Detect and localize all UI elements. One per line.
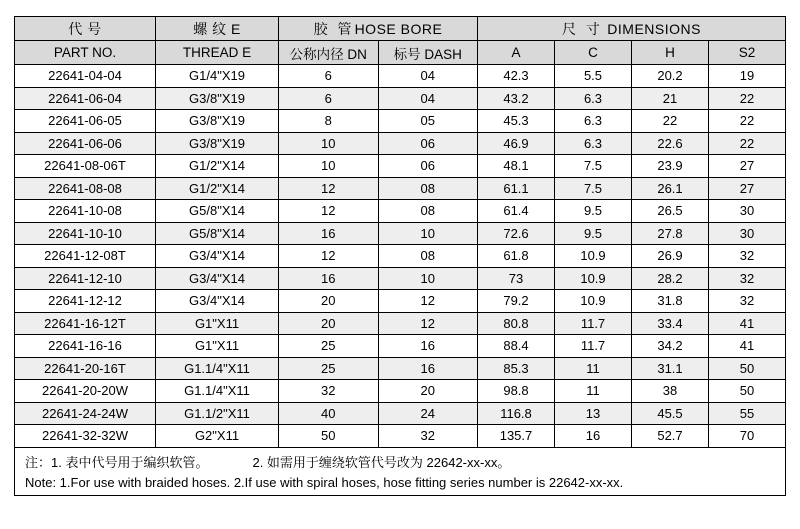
cell-dash: 10 (378, 267, 478, 290)
cell-a: 48.1 (478, 155, 555, 178)
cell-thread: G3/8"X19 (156, 110, 279, 133)
table-row (15, 132, 786, 155)
cell-c: 11.7 (555, 335, 632, 358)
cell-c: 9.5 (555, 200, 632, 223)
header-part-no-cn: 代 号 (15, 17, 156, 41)
cell-part-no: 22641-16-12T (15, 312, 156, 335)
cell-s2: 50 (709, 380, 786, 403)
header-dn: 公称内径 DN (279, 41, 379, 65)
cell-a: 79.2 (478, 290, 555, 313)
cell-a: 61.8 (478, 245, 555, 268)
cell-dash: 08 (378, 245, 478, 268)
cell-h: 38 (632, 380, 709, 403)
cell-part-no: 22641-12-12 (15, 290, 156, 313)
header-dimensions-en: DIMENSIONS (607, 20, 701, 37)
table-row (15, 222, 786, 245)
header-dimensions (478, 17, 786, 41)
table-row (15, 65, 786, 88)
cell-dash: 20 (378, 380, 478, 403)
cell-a: 61.1 (478, 177, 555, 200)
cell-dash: 06 (378, 155, 478, 178)
cell-a: 85.3 (478, 357, 555, 380)
cell-c: 10.9 (555, 267, 632, 290)
cell-part-no: 22641-12-10 (15, 267, 156, 290)
cell-h: 21 (632, 87, 709, 110)
cell-s2: 27 (709, 155, 786, 178)
cell-a: 43.2 (478, 87, 555, 110)
header-hose-bore-en: HOSE BORE (354, 20, 443, 37)
cell-c: 16 (555, 425, 632, 448)
header-hose-bore-cn: 胶 管 (313, 20, 355, 37)
table-body (15, 65, 786, 448)
cell-thread: G5/8"X14 (156, 200, 279, 223)
header-row-chinese (15, 17, 786, 41)
cell-dn: 32 (279, 380, 379, 403)
cell-dn: 12 (279, 200, 379, 223)
cell-dn: 12 (279, 245, 379, 268)
header-dimensions-cn: 尺 寸 (562, 20, 603, 37)
cell-thread: G1/2"X14 (156, 177, 279, 200)
table-row (15, 380, 786, 403)
cell-s2: 32 (709, 245, 786, 268)
cell-c: 6.3 (555, 87, 632, 110)
cell-s2: 19 (709, 65, 786, 88)
cell-h: 33.4 (632, 312, 709, 335)
cell-part-no: 22641-10-10 (15, 222, 156, 245)
note-line-chinese (15, 448, 785, 474)
cell-c: 6.3 (555, 110, 632, 133)
cell-c: 11.7 (555, 312, 632, 335)
cell-c: 11 (555, 357, 632, 380)
table-row (15, 425, 786, 448)
note-chinese-part1: 注：1. 表中代号用于编织软管。 (25, 454, 209, 470)
cell-dn: 20 (279, 312, 379, 335)
cell-part-no: 22641-20-20W (15, 380, 156, 403)
cell-dash: 04 (378, 87, 478, 110)
cell-a: 72.6 (478, 222, 555, 245)
cell-part-no: 22641-04-04 (15, 65, 156, 88)
cell-dn: 6 (279, 65, 379, 88)
cell-a: 88.4 (478, 335, 555, 358)
cell-h: 34.2 (632, 335, 709, 358)
cell-h: 28.2 (632, 267, 709, 290)
cell-thread: G1.1/2"X11 (156, 402, 279, 425)
cell-c: 7.5 (555, 155, 632, 178)
table-row (15, 312, 786, 335)
cell-h: 45.5 (632, 402, 709, 425)
cell-h: 31.1 (632, 357, 709, 380)
cell-s2: 55 (709, 402, 786, 425)
table-row (15, 290, 786, 313)
cell-dn: 12 (279, 177, 379, 200)
table-row (15, 200, 786, 223)
cell-a: 116.8 (478, 402, 555, 425)
table-row (15, 335, 786, 358)
header-c: C (555, 41, 632, 65)
header-dash: 标号 DASH (378, 41, 478, 65)
header-s2: S2 (709, 41, 786, 65)
cell-part-no: 22641-20-16T (15, 357, 156, 380)
cell-a: 98.8 (478, 380, 555, 403)
cell-part-no: 22641-32-32W (15, 425, 156, 448)
specification-table (14, 16, 786, 448)
cell-c: 6.3 (555, 132, 632, 155)
cell-s2: 22 (709, 87, 786, 110)
cell-a: 80.8 (478, 312, 555, 335)
table-header (15, 17, 786, 65)
cell-thread: G5/8"X14 (156, 222, 279, 245)
cell-dash: 04 (378, 65, 478, 88)
cell-part-no: 22641-06-04 (15, 87, 156, 110)
cell-h: 26.5 (632, 200, 709, 223)
cell-thread: G1.1/4"X11 (156, 357, 279, 380)
cell-a: 61.4 (478, 200, 555, 223)
header-row-english (15, 41, 786, 65)
cell-h: 23.9 (632, 155, 709, 178)
table-row (15, 87, 786, 110)
cell-s2: 30 (709, 200, 786, 223)
cell-s2: 70 (709, 425, 786, 448)
cell-h: 26.9 (632, 245, 709, 268)
cell-dn: 25 (279, 335, 379, 358)
cell-a: 45.3 (478, 110, 555, 133)
cell-dn: 25 (279, 357, 379, 380)
cell-thread: G1"X11 (156, 335, 279, 358)
cell-h: 26.1 (632, 177, 709, 200)
cell-s2: 22 (709, 110, 786, 133)
cell-a: 73 (478, 267, 555, 290)
cell-h: 22 (632, 110, 709, 133)
table-row (15, 402, 786, 425)
cell-s2: 30 (709, 222, 786, 245)
header-hose-bore (279, 17, 478, 41)
cell-c: 13 (555, 402, 632, 425)
cell-part-no: 22641-10-08 (15, 200, 156, 223)
notes-block (14, 448, 786, 496)
cell-h: 22.6 (632, 132, 709, 155)
cell-dn: 10 (279, 132, 379, 155)
cell-part-no: 22641-06-05 (15, 110, 156, 133)
cell-c: 7.5 (555, 177, 632, 200)
cell-thread: G3/4"X14 (156, 267, 279, 290)
cell-dn: 40 (279, 402, 379, 425)
cell-c: 9.5 (555, 222, 632, 245)
cell-thread: G1/4"X19 (156, 65, 279, 88)
table-row (15, 177, 786, 200)
cell-dash: 10 (378, 222, 478, 245)
cell-dn: 8 (279, 110, 379, 133)
cell-s2: 27 (709, 177, 786, 200)
cell-dash: 24 (378, 402, 478, 425)
cell-thread: G3/8"X19 (156, 132, 279, 155)
note-chinese-part2: 2. 如需用于缠绕软管代号改为 22642-xx-xx。 (252, 454, 511, 470)
cell-s2: 41 (709, 335, 786, 358)
cell-c: 11 (555, 380, 632, 403)
cell-dash: 16 (378, 357, 478, 380)
table-row (15, 110, 786, 133)
cell-dn: 20 (279, 290, 379, 313)
cell-dash: 12 (378, 312, 478, 335)
cell-s2: 50 (709, 357, 786, 380)
table-row (15, 245, 786, 268)
cell-dash: 06 (378, 132, 478, 155)
cell-dash: 12 (378, 290, 478, 313)
cell-thread: G1.1/4"X11 (156, 380, 279, 403)
cell-dn: 16 (279, 267, 379, 290)
cell-a: 46.9 (478, 132, 555, 155)
cell-thread: G1"X11 (156, 312, 279, 335)
cell-part-no: 22641-06-06 (15, 132, 156, 155)
cell-a: 135.7 (478, 425, 555, 448)
cell-a: 42.3 (478, 65, 555, 88)
header-h: H (632, 41, 709, 65)
table-row (15, 267, 786, 290)
cell-part-no: 22641-12-08T (15, 245, 156, 268)
cell-dn: 16 (279, 222, 379, 245)
cell-thread: G3/4"X14 (156, 245, 279, 268)
cell-dash: 16 (378, 335, 478, 358)
cell-s2: 22 (709, 132, 786, 155)
cell-part-no: 22641-16-16 (15, 335, 156, 358)
cell-h: 27.8 (632, 222, 709, 245)
table-row (15, 357, 786, 380)
cell-dn: 6 (279, 87, 379, 110)
cell-h: 52.7 (632, 425, 709, 448)
cell-dn: 10 (279, 155, 379, 178)
note-line-english: Note: 1.For use with braided hoses. 2.If use with spiral hoses, hose fitting series number is 22642-xx-xx. (25, 474, 624, 490)
cell-dash: 08 (378, 177, 478, 200)
cell-dash: 08 (378, 200, 478, 223)
cell-dash: 32 (378, 425, 478, 448)
cell-c: 10.9 (555, 290, 632, 313)
header-thread-cn: 螺 纹 E (156, 17, 279, 41)
cell-thread: G2"X11 (156, 425, 279, 448)
cell-c: 10.9 (555, 245, 632, 268)
cell-dn: 50 (279, 425, 379, 448)
cell-part-no: 22641-24-24W (15, 402, 156, 425)
cell-s2: 32 (709, 267, 786, 290)
cell-thread: G3/4"X14 (156, 290, 279, 313)
cell-h: 20.2 (632, 65, 709, 88)
header-a: A (478, 41, 555, 65)
cell-dash: 05 (378, 110, 478, 133)
cell-s2: 32 (709, 290, 786, 313)
cell-part-no: 22641-08-06T (15, 155, 156, 178)
cell-s2: 41 (709, 312, 786, 335)
cell-part-no: 22641-08-08 (15, 177, 156, 200)
table-row (15, 155, 786, 178)
cell-thread: G3/8"X19 (156, 87, 279, 110)
cell-h: 31.8 (632, 290, 709, 313)
cell-c: 5.5 (555, 65, 632, 88)
header-part-no-en: PART NO. (15, 41, 156, 65)
cell-thread: G1/2"X14 (156, 155, 279, 178)
header-thread-en: THREAD E (156, 41, 279, 65)
